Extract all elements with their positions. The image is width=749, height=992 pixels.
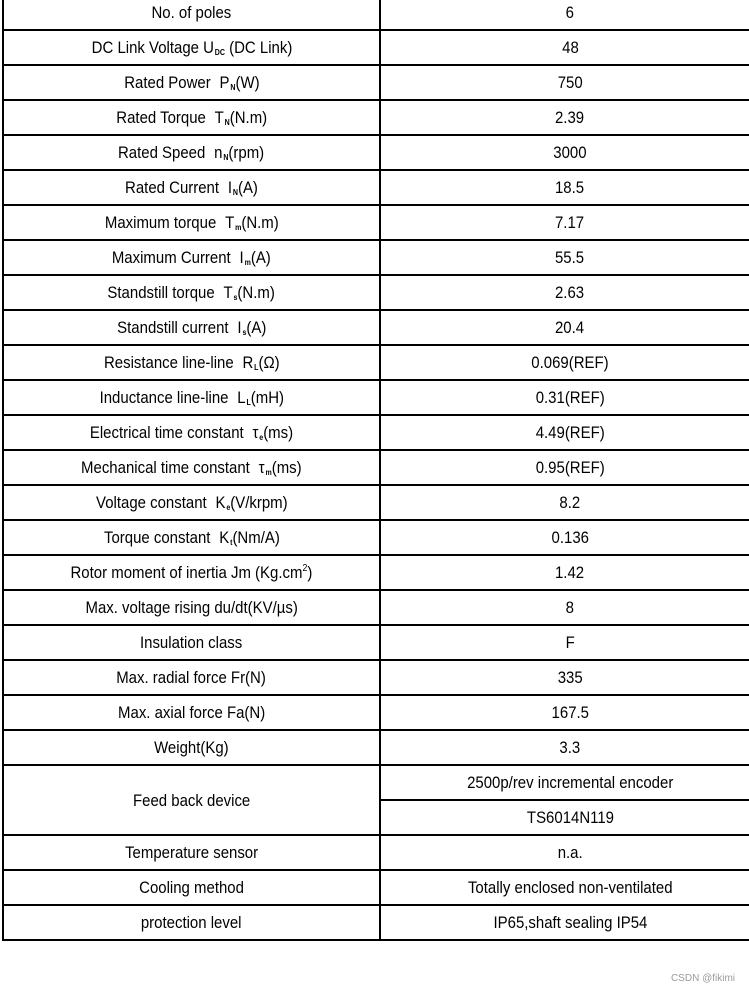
row-label: Maximum torque $T_m(N.m)$ <box>3 205 380 240</box>
row-label: Standstill current $I_s(A)$ <box>3 310 380 345</box>
row-label: Temperature sensor <box>3 835 380 870</box>
table-row <box>3 310 749 345</box>
table-row <box>3 870 749 905</box>
row-value: n.a. <box>380 835 749 870</box>
table-row <box>3 170 749 205</box>
table-row <box>3 205 749 240</box>
row-label: Torque constant $K_t(Nm/A)$ <box>3 520 380 555</box>
row-value: F <box>380 625 749 660</box>
table-row <box>3 65 749 100</box>
row-value: 55.5 <box>380 240 749 275</box>
row-value: 20.4 <box>380 310 749 345</box>
feedback-device-label: Feed back device <box>3 765 380 835</box>
row-label: Standstill torque $T_s(N.m)$ <box>3 275 380 310</box>
table-row <box>3 765 749 800</box>
table-row <box>3 555 749 590</box>
table-row <box>3 625 749 660</box>
table-row <box>3 415 749 450</box>
row-value: Totally enclosed non-ventilated <box>380 870 749 905</box>
row-label: Resistance line-line $R_L(\Omega)$ <box>3 345 380 380</box>
row-label: Max. voltage rising du/dt(KV/µs) <box>3 590 380 625</box>
table-row <box>3 135 749 170</box>
table-row <box>3 520 749 555</box>
row-label: Electrical time constant $\tau_e(ms)$ <box>3 415 380 450</box>
row-label: Inductance line-line $L_L(mH)$ <box>3 380 380 415</box>
row-value: IP65,shaft sealing IP54 <box>380 905 749 940</box>
row-value: 4.49(REF) <box>380 415 749 450</box>
table-row <box>3 345 749 380</box>
row-label: Max. axial force Fa(N) <box>3 695 380 730</box>
motor-spec-table <box>2 0 749 941</box>
row-label: Rated Current $I_N(A)$ <box>3 170 380 205</box>
table-row <box>3 100 749 135</box>
row-value: 3.3 <box>380 730 749 765</box>
row-label: Weight(Kg) <box>3 730 380 765</box>
table-row <box>3 730 749 765</box>
row-value: 8 <box>380 590 749 625</box>
row-label: DC Link Voltage $U_{DC}$ (DC Link) <box>3 30 380 65</box>
watermark: CSDN @fikimi <box>670 973 735 984</box>
row-value: 2.39 <box>380 100 749 135</box>
row-value: 0.31(REF) <box>380 380 749 415</box>
table-row <box>3 835 749 870</box>
feedback-encoder-value: 2500p/rev incremental encoder <box>380 765 749 800</box>
row-label: Cooling method <box>3 870 380 905</box>
table-row <box>3 0 749 30</box>
row-label: Voltage constant $K_e(V/krpm)$ <box>3 485 380 520</box>
row-value: 1.42 <box>380 555 749 590</box>
table-row <box>3 240 749 275</box>
table-row <box>3 485 749 520</box>
row-value: 335 <box>380 660 749 695</box>
table-row <box>3 590 749 625</box>
row-value: 0.136 <box>380 520 749 555</box>
table-row <box>3 695 749 730</box>
row-label: Rated Power $P_N(W)$ <box>3 65 380 100</box>
row-value: 2.63 <box>380 275 749 310</box>
row-value: 48 <box>380 30 749 65</box>
row-value: 167.5 <box>380 695 749 730</box>
row-value: 7.17 <box>380 205 749 240</box>
row-label: No. of poles <box>3 0 380 30</box>
row-value: 0.069(REF) <box>380 345 749 380</box>
row-value: 8.2 <box>380 485 749 520</box>
table-row <box>3 450 749 485</box>
row-label: Mechanical time constant $\tau_m(ms)$ <box>3 450 380 485</box>
row-label: Rated Torque $T_N(N.m)$ <box>3 100 380 135</box>
row-label: protection level <box>3 905 380 940</box>
row-label: Insulation class <box>3 625 380 660</box>
table-row <box>3 660 749 695</box>
feedback-model-value: TS6014N119 <box>380 800 749 835</box>
row-label: Rotor moment of inertia Jm $(Kg.cm^2)$ <box>3 555 380 590</box>
table-row <box>3 275 749 310</box>
row-value: 3000 <box>380 135 749 170</box>
table-row <box>3 905 749 940</box>
table-row <box>3 380 749 415</box>
row-value: 6 <box>380 0 749 30</box>
table-row <box>3 30 749 65</box>
row-value: 18.5 <box>380 170 749 205</box>
row-value: 0.95(REF) <box>380 450 749 485</box>
row-value: 750 <box>380 65 749 100</box>
row-label: Maximum Current $I_m(A)$ <box>3 240 380 275</box>
row-label: Max. radial force Fr(N) <box>3 660 380 695</box>
row-label: Rated Speed $n_N(rpm)$ <box>3 135 380 170</box>
